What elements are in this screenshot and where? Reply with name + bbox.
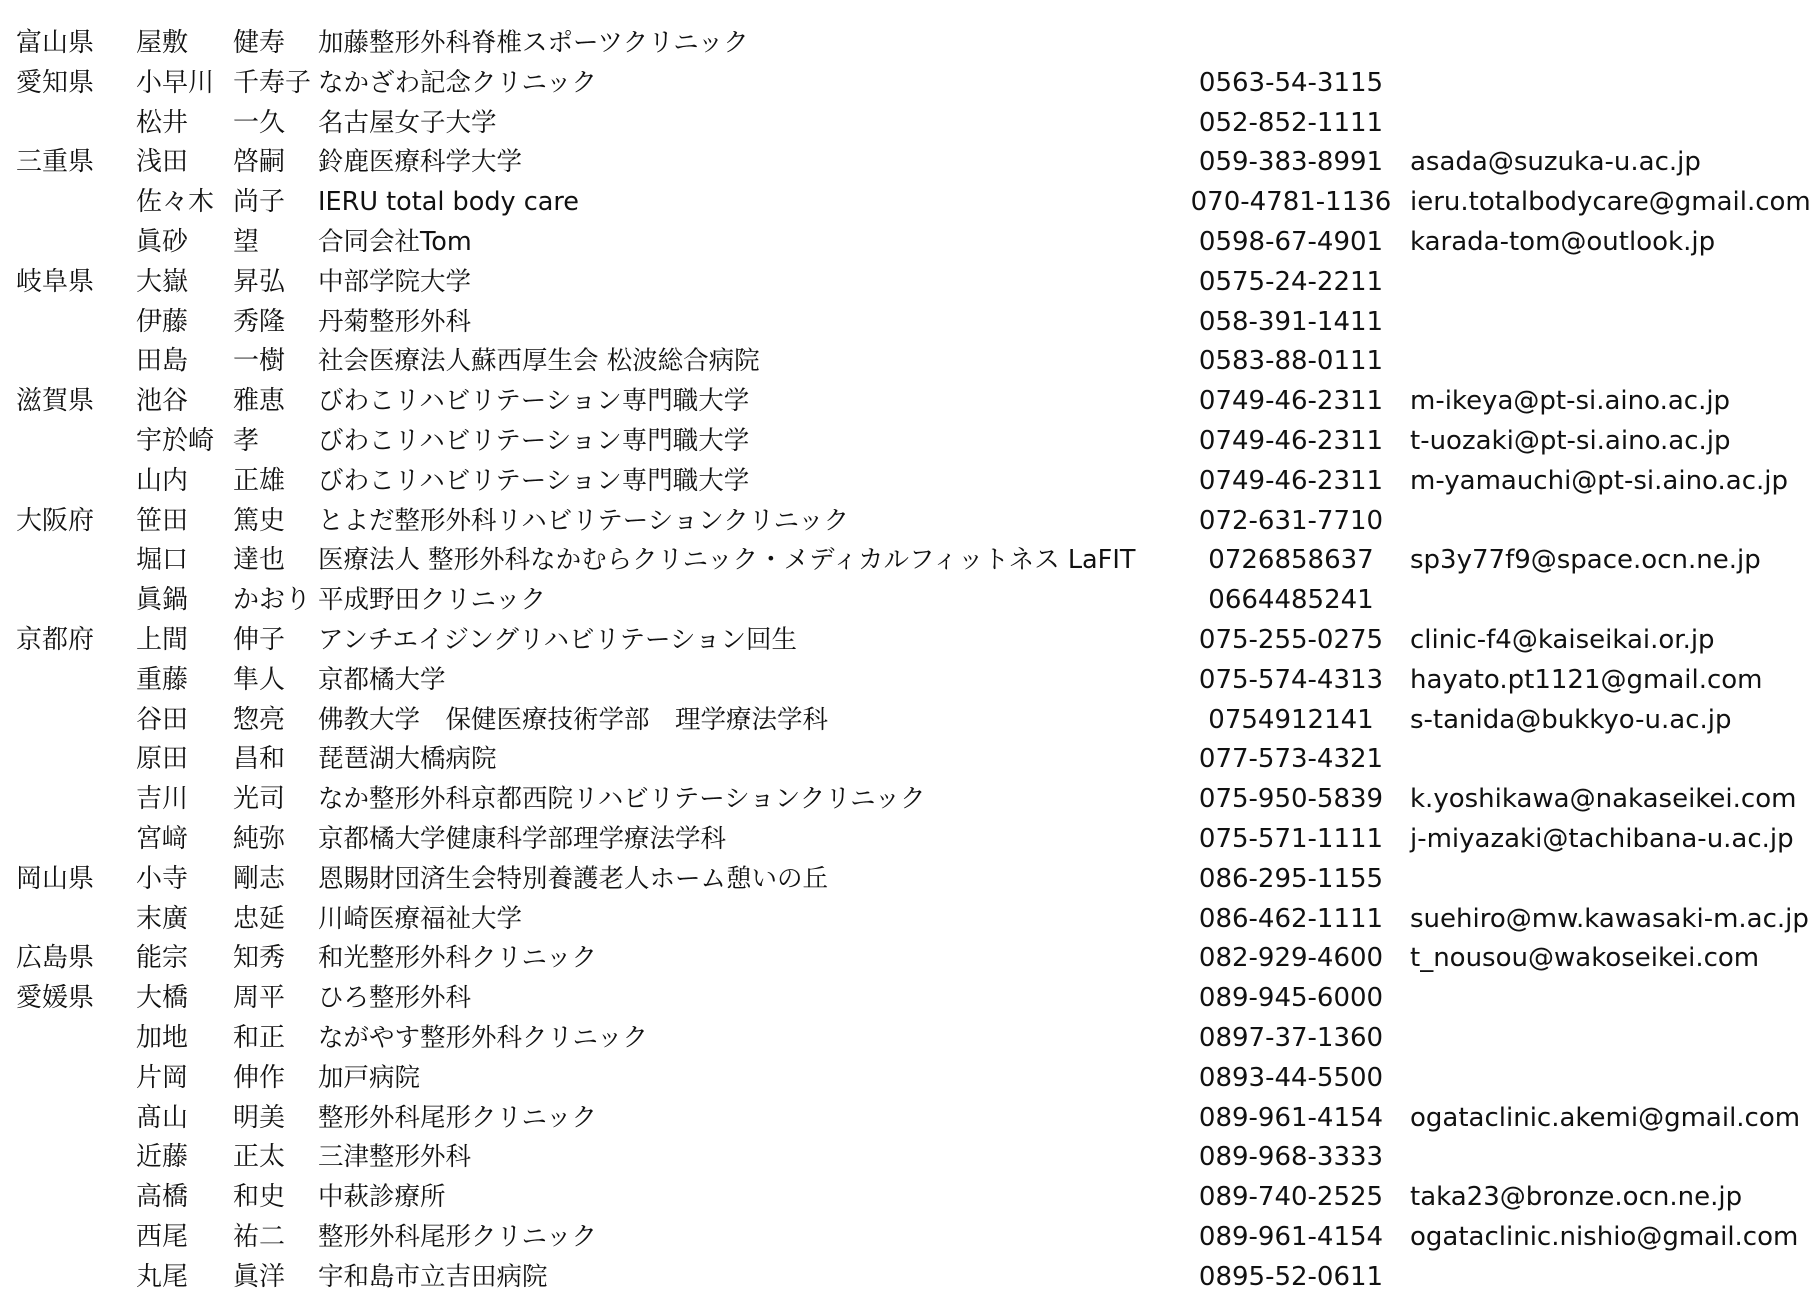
table-row [16,342,1806,382]
prefecture-cell: 大阪府 [16,505,95,536]
phone-cell: 059-383-8991 [1198,147,1384,178]
surname-cell: 田島 [136,346,189,377]
surname-cell: 佐々木 [136,187,215,218]
table-row [16,1218,1806,1258]
given-name-cell: 伸子 [233,624,286,655]
phone-cell: 089-945-6000 [1198,983,1384,1014]
surname-cell: 高橋 [136,1182,189,1213]
phone-cell: 058-391-1411 [1198,306,1384,337]
email-cell: ogataclinic.nishio@gmail.com [1410,1221,1799,1252]
phone-cell: 070-4781-1136 [1190,187,1392,218]
given-name-cell: 一樹 [233,346,286,377]
given-name-cell: 昇弘 [233,266,286,297]
organization-cell: なか整形外科京都西院リハビリテーションクリニック [318,784,926,815]
phone-cell: 0754912141 [1208,704,1374,735]
given-name-cell: 達也 [233,545,286,576]
phone-cell: 089-740-2525 [1198,1182,1384,1213]
table-row [16,502,1806,542]
table-row [16,939,1806,979]
given-name-cell: 光司 [233,784,286,815]
surname-cell: 松井 [136,107,189,138]
prefecture-cell: 京都府 [16,624,95,655]
given-name-cell: 千寿子 [233,67,312,98]
table-row [16,1059,1806,1099]
phone-cell: 052-852-1111 [1198,107,1384,138]
email-cell: k.yoshikawa@nakaseikei.com [1410,784,1797,815]
email-cell: suehiro@mw.kawasaki-m.ac.jp [1410,903,1809,934]
phone-cell: 0897-37-1360 [1198,1022,1384,1053]
surname-cell: 宮﨑 [136,823,189,854]
organization-cell: 佛教大学 保健医療技術学部 理学療法学科 [318,704,829,735]
surname-cell: 浅田 [136,147,189,178]
table-row [16,860,1806,900]
email-cell: m-ikeya@pt-si.aino.ac.jp [1410,386,1731,417]
given-name-cell: 健寿 [233,28,286,58]
table-row [16,104,1806,144]
organization-cell: 社会医療法人蘇西厚生会 松波総合病院 [318,346,760,377]
phone-cell: 0749-46-2311 [1198,386,1384,417]
given-name-cell: 啓嗣 [233,147,286,178]
given-name-cell: 一久 [233,107,286,138]
surname-cell: 大橋 [136,983,189,1014]
organization-cell: 宇和島市立吉田病院 [318,1261,548,1292]
organization-cell: アンチエイジングリハビリテーション回生 [318,624,798,655]
organization-cell: 恩賜財団済生会特別養護老人ホーム憩いの丘 [318,863,829,894]
phone-cell: 0583-88-0111 [1198,346,1384,377]
prefecture-cell: 愛知県 [16,67,95,98]
organization-cell: ひろ整形外科 [318,983,472,1014]
organization-cell: 丹菊整形外科 [318,306,472,337]
given-name-cell: 隼人 [233,664,286,695]
phone-cell: 089-961-4154 [1198,1221,1384,1252]
email-cell: t-uozaki@pt-si.aino.ac.jp [1410,425,1731,456]
organization-cell: びわこリハビリテーション専門職大学 [318,425,750,456]
organization-cell: 鈴鹿医療科学大学 [318,147,523,178]
phone-cell: 089-968-3333 [1198,1142,1384,1173]
surname-cell: 上間 [136,624,189,655]
surname-cell: 原田 [136,744,189,775]
organization-cell: 琵琶湖大橋病院 [318,744,497,775]
email-cell: t_nousou@wakoseikei.com [1410,943,1760,974]
surname-cell: 小寺 [136,863,189,894]
surname-cell: 屋敷 [136,28,189,58]
table-row [16,900,1809,940]
phone-cell: 0726858637 [1208,545,1374,576]
table-row [16,303,1806,343]
organization-cell: 中部学院大学 [318,266,472,297]
email-cell: clinic-f4@kaiseikai.or.jp [1410,624,1715,655]
given-name-cell: 和正 [233,1022,286,1053]
table-row [16,621,1806,661]
table-row [16,422,1806,462]
table-row [16,64,1806,104]
organization-cell: 三津整形外科 [318,1142,472,1173]
table-row [16,979,1806,1019]
given-name-cell: 尚子 [233,187,286,218]
given-name-cell: 孝 [233,425,260,456]
email-cell: taka23@bronze.ocn.ne.jp [1410,1182,1743,1213]
surname-cell: 能宗 [136,943,189,974]
prefecture-cell: 広島県 [16,943,95,974]
table-row [16,820,1806,860]
phone-cell: 0598-67-4901 [1198,226,1384,257]
surname-cell: 山内 [136,465,189,496]
organization-cell: 整形外科尾形クリニック [318,1102,597,1133]
email-cell: karada-tom@outlook.jp [1410,226,1716,257]
email-cell: j-miyazaki@tachibana-u.ac.jp [1410,823,1794,854]
organization-cell: 合同会社Tom [318,226,472,257]
organization-cell: 京都橘大学健康科学部理学療法学科 [318,823,727,854]
prefecture-cell: 岐阜県 [16,266,95,297]
organization-cell: 中萩診療所 [318,1182,446,1213]
prefecture-cell: 愛媛県 [16,983,95,1014]
phone-cell: 086-295-1155 [1198,863,1384,894]
organization-cell: 加戸病院 [318,1062,421,1093]
prefecture-cell: 三重県 [16,147,95,178]
organization-cell: IERU total body care [318,187,579,218]
surname-cell: 宇於崎 [136,425,215,456]
given-name-cell: 正雄 [233,465,286,496]
organization-cell: びわこリハビリテーション専門職大学 [318,465,750,496]
given-name-cell: 祐二 [233,1221,286,1252]
phone-cell: 086-462-1111 [1198,903,1384,934]
organization-cell: 京都橘大学 [318,664,446,695]
table-row [16,780,1806,820]
given-name-cell: 明美 [233,1102,286,1133]
given-name-cell: 惣亮 [233,704,286,735]
surname-cell: 加地 [136,1022,189,1053]
email-cell: asada@suzuka-u.ac.jp [1410,147,1701,178]
table-row [16,661,1806,701]
surname-cell: 片岡 [136,1062,189,1093]
surname-cell: 大嶽 [136,266,189,297]
given-name-cell: 純弥 [233,823,286,854]
surname-cell: 伊藤 [136,306,189,337]
given-name-cell: 剛志 [233,863,286,894]
email-cell: s-tanida@bukkyo-u.ac.jp [1410,704,1732,735]
surname-cell: 谷田 [136,704,189,735]
organization-cell: 加藤整形外科脊椎スポーツクリニック [318,28,749,58]
table-row [16,581,1806,621]
organization-cell: 医療法人 整形外科なかむらクリニック・メディカルフィットネス LaFIT [318,545,1136,576]
phone-cell: 082-929-4600 [1198,943,1384,974]
surname-cell: 池谷 [136,386,189,417]
phone-cell: 0895-52-0611 [1198,1261,1384,1292]
organization-cell: 川崎医療福祉大学 [318,903,523,934]
phone-cell: 0575-24-2211 [1198,266,1384,297]
table-row [16,24,1806,64]
given-name-cell: 伸作 [233,1062,286,1093]
surname-cell: 近藤 [136,1142,189,1173]
organization-cell: 名古屋女子大学 [318,107,497,138]
surname-cell: 丸尾 [136,1261,189,1292]
surname-cell: 重藤 [136,664,189,695]
phone-cell: 0563-54-3115 [1198,67,1384,98]
surname-cell: 眞砂 [136,226,189,257]
organization-cell: 平成野田クリニック [318,585,546,616]
given-name-cell: 昌和 [233,744,286,775]
table-row [16,462,1806,502]
organization-cell: びわこリハビリテーション専門職大学 [318,386,750,417]
surname-cell: 小早川 [136,67,215,98]
table-row [16,1099,1806,1139]
given-name-cell: 周平 [233,983,286,1014]
table-row [16,740,1806,780]
table-row [16,1019,1806,1059]
given-name-cell: 和史 [233,1182,286,1213]
table-row [16,382,1806,422]
email-cell: ogataclinic.akemi@gmail.com [1410,1102,1801,1133]
surname-cell: 眞鍋 [136,585,189,616]
table-row [16,1178,1806,1218]
phone-cell: 0749-46-2311 [1198,425,1384,456]
table-row [16,183,1811,223]
given-name-cell: 眞洋 [233,1261,286,1292]
phone-cell: 075-571-1111 [1198,823,1384,854]
prefecture-cell: 富山県 [16,28,95,58]
member-roster [16,24,1811,1298]
organization-cell: ながやす整形外科クリニック [318,1022,648,1053]
given-name-cell: 正太 [233,1142,286,1173]
table-row [16,701,1806,741]
table-row [16,1258,1806,1298]
surname-cell: 西尾 [136,1221,189,1252]
phone-cell: 072-631-7710 [1198,505,1384,536]
email-cell: ieru.totalbodycare@gmail.com [1410,187,1811,218]
table-row [16,263,1806,303]
table-row [16,1138,1806,1178]
surname-cell: 髙山 [136,1102,189,1133]
surname-cell: 末廣 [136,903,189,934]
phone-cell: 077-573-4321 [1198,744,1384,775]
given-name-cell: 秀隆 [233,306,286,337]
surname-cell: 吉川 [136,784,189,815]
phone-cell: 0893-44-5500 [1198,1062,1384,1093]
surname-cell: 笹田 [136,505,189,536]
organization-cell: 整形外科尾形クリニック [318,1221,597,1252]
email-cell: hayato.pt1121@gmail.com [1410,664,1763,695]
prefecture-cell: 滋賀県 [16,386,95,417]
given-name-cell: 篤史 [233,505,286,536]
organization-cell: 和光整形外科クリニック [318,943,597,974]
phone-cell: 075-255-0275 [1198,624,1384,655]
phone-cell: 0749-46-2311 [1198,465,1384,496]
organization-cell: とよだ整形外科リハビリテーションクリニック [318,505,850,536]
phone-cell: 0664485241 [1208,585,1374,616]
given-name-cell: かおり [233,585,312,616]
surname-cell: 堀口 [136,545,189,576]
phone-cell: 089-961-4154 [1198,1102,1384,1133]
given-name-cell: 知秀 [233,943,286,974]
phone-cell: 075-574-4313 [1198,664,1384,695]
given-name-cell: 雅恵 [233,386,286,417]
table-row [16,143,1806,183]
email-cell: sp3y77f9@space.ocn.ne.jp [1410,545,1761,576]
given-name-cell: 望 [233,226,260,257]
phone-cell: 075-950-5839 [1198,784,1384,815]
given-name-cell: 忠延 [233,903,286,934]
organization-cell: なかざわ記念クリニック [318,67,597,98]
table-row [16,223,1806,263]
prefecture-cell: 岡山県 [16,863,95,894]
email-cell: m-yamauchi@pt-si.aino.ac.jp [1410,465,1788,496]
table-row [16,541,1806,581]
